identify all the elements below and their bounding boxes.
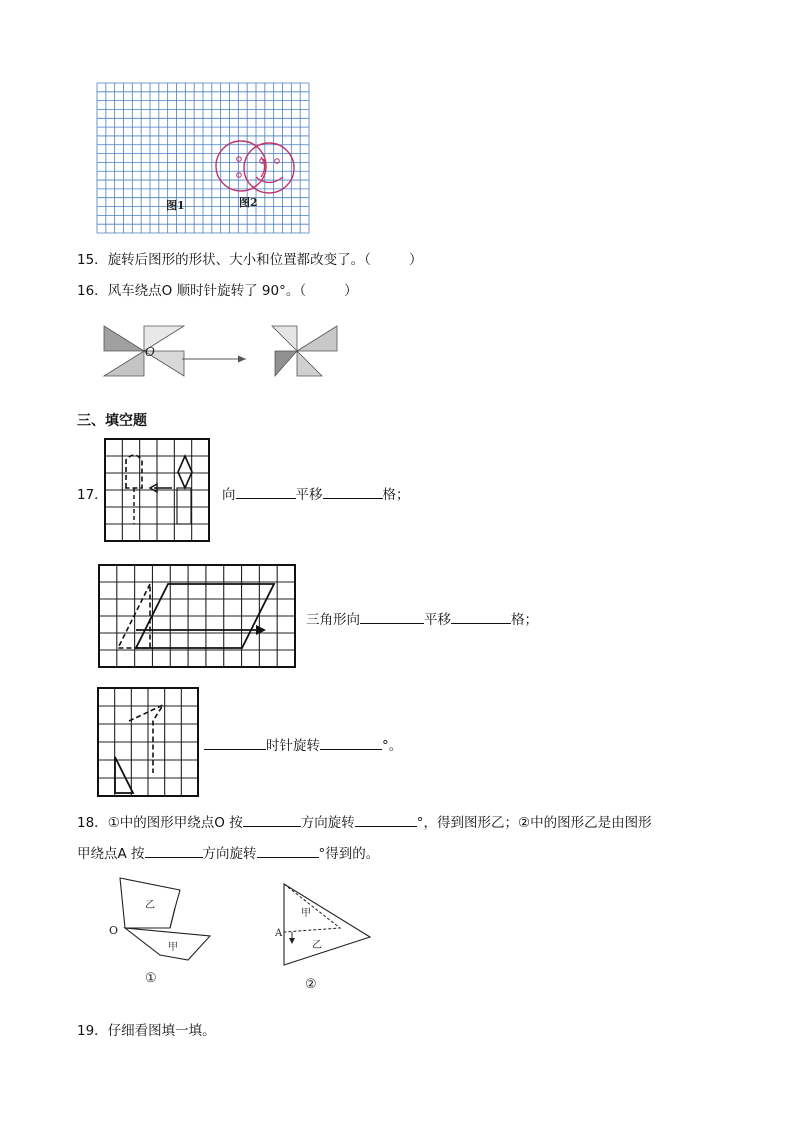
- question-15: 15．旋转后图形的形状、大小和位置都改变了。（ ）: [77, 252, 423, 268]
- question-16: 16．风车绕点O 顺时针旋转了 90°。（ ）: [77, 283, 358, 299]
- q17-row2-text: 三角形向 平移 格；: [306, 608, 538, 628]
- q17-grid-b: [98, 564, 296, 668]
- point-a-label: A: [275, 928, 283, 939]
- q17-grid-a: [104, 438, 210, 542]
- face-circle-2: [216, 141, 266, 191]
- question-19: 19．仔细看图填一填。: [77, 1023, 216, 1039]
- svg-text:乙: 乙: [312, 940, 322, 951]
- q18-figures: [100, 870, 390, 998]
- answer-blank[interactable]: [355, 812, 417, 827]
- answer-blank[interactable]: [257, 843, 319, 858]
- svg-text:乙: 乙: [145, 900, 155, 911]
- question-18-line2: 甲绕点A 按 方向旋转 °得到的。: [77, 842, 379, 862]
- windmill-after: [272, 326, 337, 376]
- question-17-row1: 17．: [77, 487, 108, 503]
- answer-blank[interactable]: [145, 843, 203, 858]
- rotation-figure-1: [109, 878, 210, 986]
- figure-label-1: 图1: [166, 199, 185, 212]
- point-o-label: O: [109, 924, 119, 937]
- answer-blank[interactable]: [323, 484, 383, 499]
- question-18-line1: 18．①中的图形甲绕点O 按 方向旋转 °，得到图形乙；②中的图形乙是由图形: [77, 811, 652, 831]
- svg-text:甲: 甲: [168, 942, 178, 953]
- rotation-figure-2: [274, 884, 370, 992]
- section-title: 三、填空题: [77, 413, 147, 429]
- answer-blank[interactable]: [360, 609, 424, 624]
- windmill-before: [104, 326, 184, 376]
- point-o-label: O: [145, 345, 155, 359]
- svg-text:甲: 甲: [301, 908, 311, 919]
- figure-label-2: 图2: [239, 196, 258, 209]
- answer-blank[interactable]: [320, 735, 382, 750]
- figure-caption-1: ①: [145, 971, 157, 986]
- arrow-head-icon: [238, 356, 246, 363]
- answer-blank[interactable]: [451, 609, 511, 624]
- windmill-figure: [100, 322, 345, 397]
- answer-blank[interactable]: [243, 812, 301, 827]
- figure-caption-2: ②: [305, 977, 317, 992]
- arrow-down-icon: [289, 938, 295, 944]
- face-circle-1: [244, 143, 294, 193]
- q17-row3-text: 时针旋转 °。: [204, 734, 402, 754]
- smiley-grid-figure: [96, 82, 310, 234]
- q17-row1-text: 向 平移 格；: [222, 483, 410, 503]
- answer-blank[interactable]: [236, 484, 296, 499]
- q17-grid-c: [97, 687, 199, 797]
- answer-blank[interactable]: [204, 735, 266, 750]
